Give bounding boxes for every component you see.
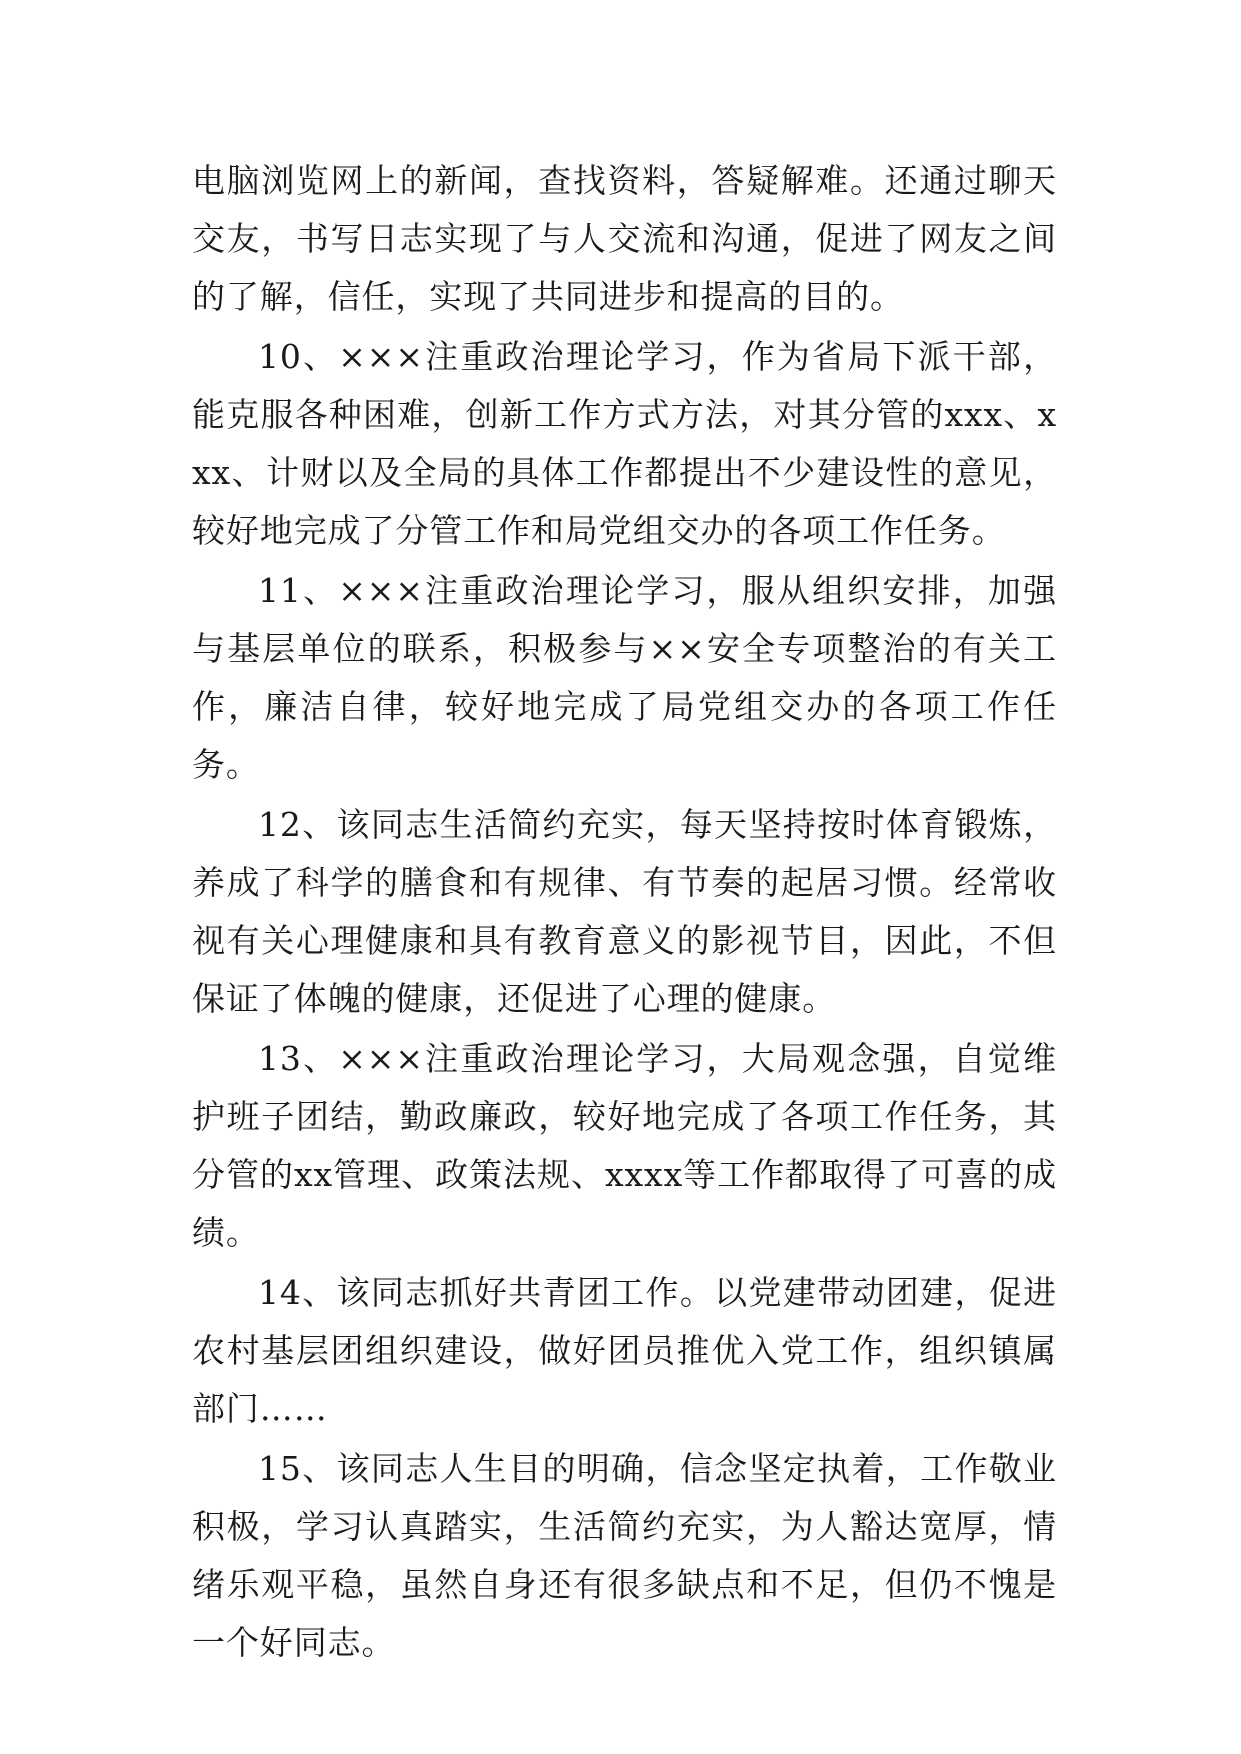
paragraph-item-14: 14、该同志抓好共青团工作。以党建带动团建，促进农村基层团组织建设，做好团员推优入党工作，组织镇属部门…… [192,1273,1057,1428]
paragraph-item-12: 12、该同志生活简约充实，每天坚持按时体育锻炼，养成了科学的膳食和有规律、有节奏的起居习惯。经常收视有关心理健康和具有教育意义的影视节目，因此，不但保证了体魄的健康，还促进了心理的健康。 [192,805,1057,1018]
paragraph-item-13: 13、×××注重政治理论学习，大局观念强，自觉维护班子团结，勤政廉政，较好地完成了各项工作任务，其分管的xx管理、政策法规、xxxx等工作都取得了可喜的成绩。 [192,1039,1057,1252]
document-body [192,152,1057,1672]
paragraph-item-15: 15、该同志人生目的明确，信念坚定执着，工作敬业积极，学习认真踏实，生活简约充实，为人豁达宽厚，情绪乐观平稳，虽然自身还有很多缺点和不足，但仍不愧是一个好同志。 [192,1449,1057,1662]
paragraph-item-10: 10、×××注重政治理论学习，作为省局下派干部，能克服各种困难，创新工作方式方法，对其分管的xxx、xxx、计财以及全局的具体工作都提出不少建设性的意见，较好地完成了分管工作和局党组交办的各项工作任务。 [192,337,1057,550]
paragraph-item-11: 11、×××注重政治理论学习，服从组织安排，加强与基层单位的联系，积极参与××安全专项整治的有关工作，廉洁自律，较好地完成了局党组交办的各项工作任务。 [192,571,1057,784]
paragraph-continuation: 电脑浏览网上的新闻，查找资料，答疑解难。还通过聊天交友，书写日志实现了与人交流和沟通，促进了网友之间的了解，信任，实现了共同进步和提高的目的。 [192,161,1057,316]
